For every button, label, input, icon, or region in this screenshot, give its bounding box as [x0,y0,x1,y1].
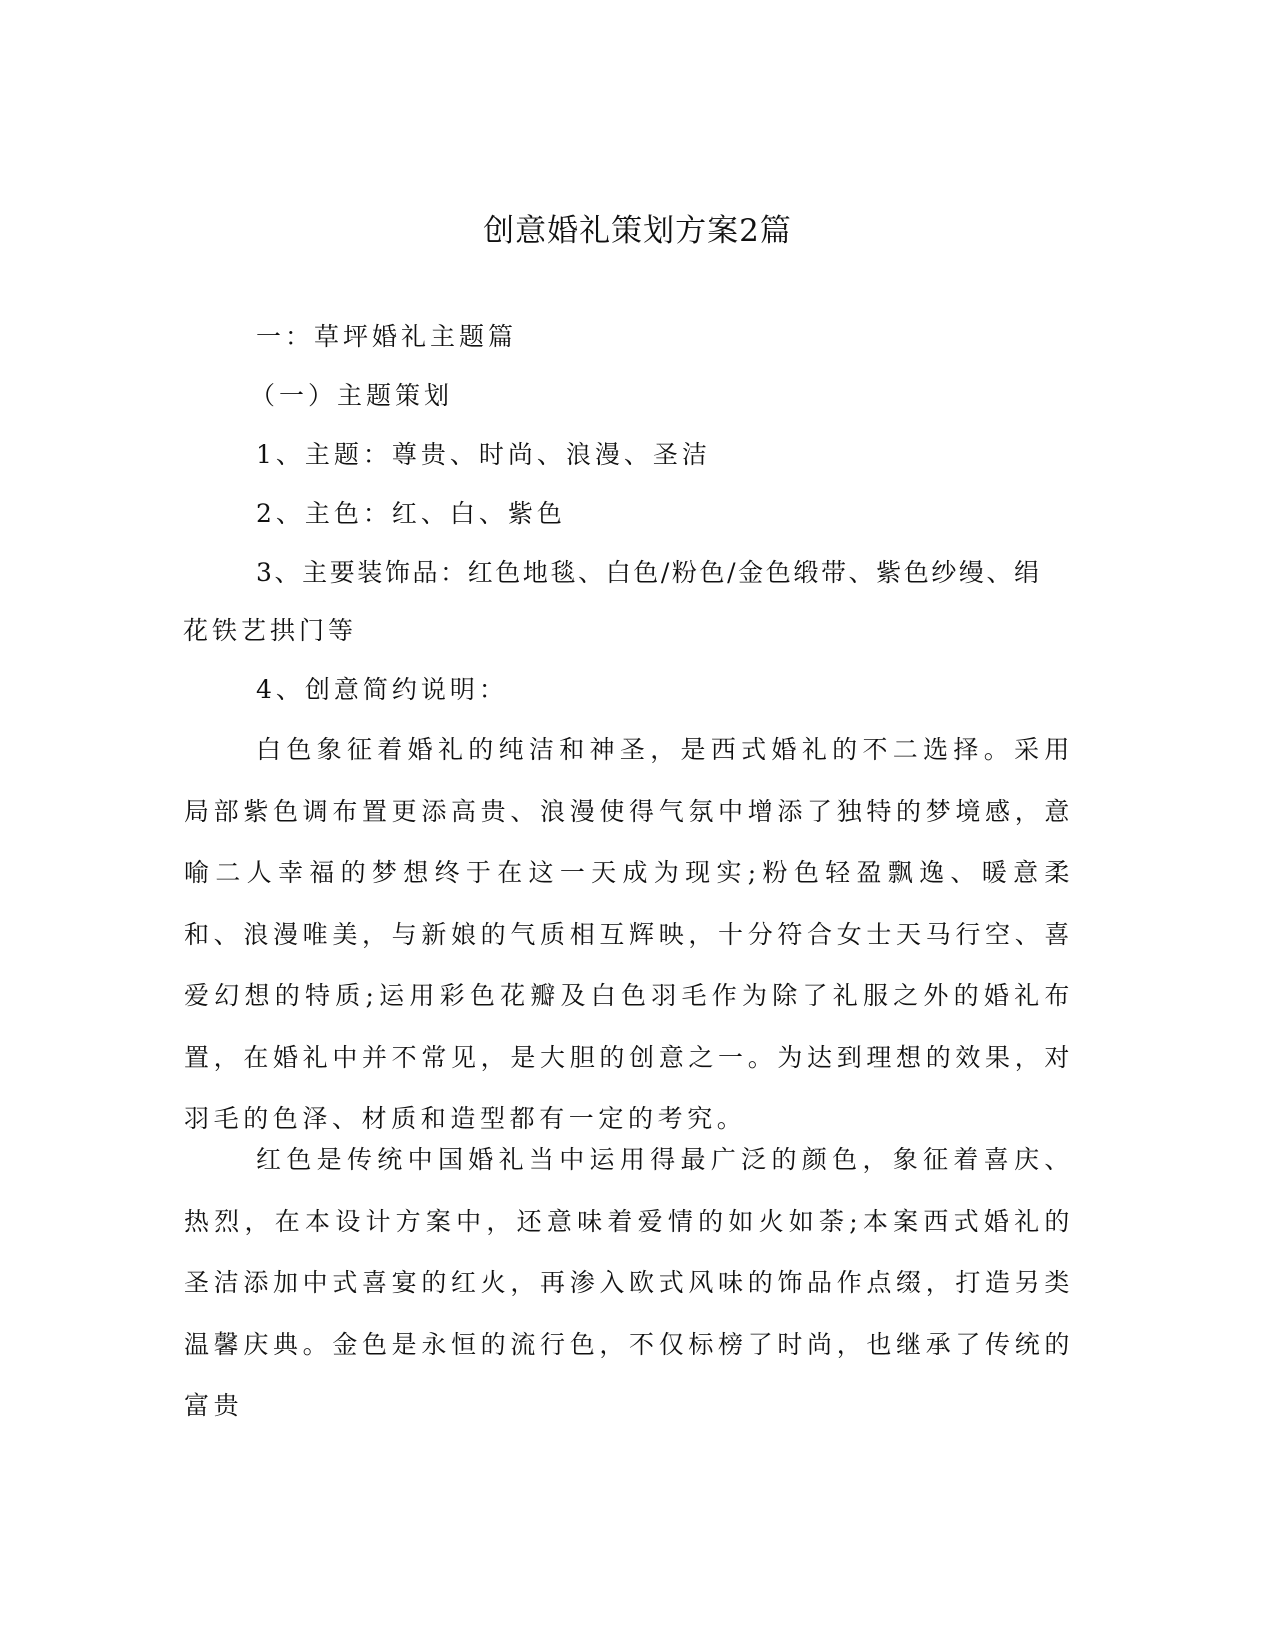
list-item: 3、主要装饰品：红色地毯、白色/粉色/金色缎带、紫色纱缦、绢 [256,558,1042,587]
list-item: 2、主色：红、白、紫色 [256,499,566,528]
list-item: 4、创意简约说明： [256,675,508,704]
list-item-continuation: 花铁艺拱门等 [183,616,358,645]
document-title: 创意婚礼策划方案2篇 [483,213,792,249]
body-paragraph: 白色象征着婚礼的纯洁和神圣，是西式婚礼的不二选择。采用局部紫色调布置更添高贵、浪漫使得气氛中增添了独特的梦境感，意喻二人幸福的梦想终于在这一天成为现实;粉色轻盈飘逸、暖意柔和、浪漫唯美，与新娘的气质相互辉映，十分符合女士天马行空、喜爱幻想的特质;运用彩色花瓣及白色羽毛作为除了礼服之外的婚礼布置，在婚礼中并不常见，是大胆的创意之一。为达到理想的效果，对羽毛的色泽、材质和造型都有一定的考究。 [184,735,1074,1133]
body-paragraph: 红色是传统中国婚礼当中运用得最广泛的颜色，象征着喜庆、热烈，在本设计方案中，还意味着爱情的如火如荼;本案西式婚礼的圣洁添加中式喜宴的红火，再渗入欧式风味的饰品作点缀，打造另类温馨庆典。金色是永恒的流行色，不仅标榜了时尚，也继承了传统的富贵 [184,1145,1074,1420]
section-heading: 一：草坪婚礼主题篇 [256,322,518,351]
subsection-heading: （一）主题策划 [250,381,454,410]
list-item: 1、主题：尊贵、时尚、浪漫、圣洁 [256,440,711,469]
